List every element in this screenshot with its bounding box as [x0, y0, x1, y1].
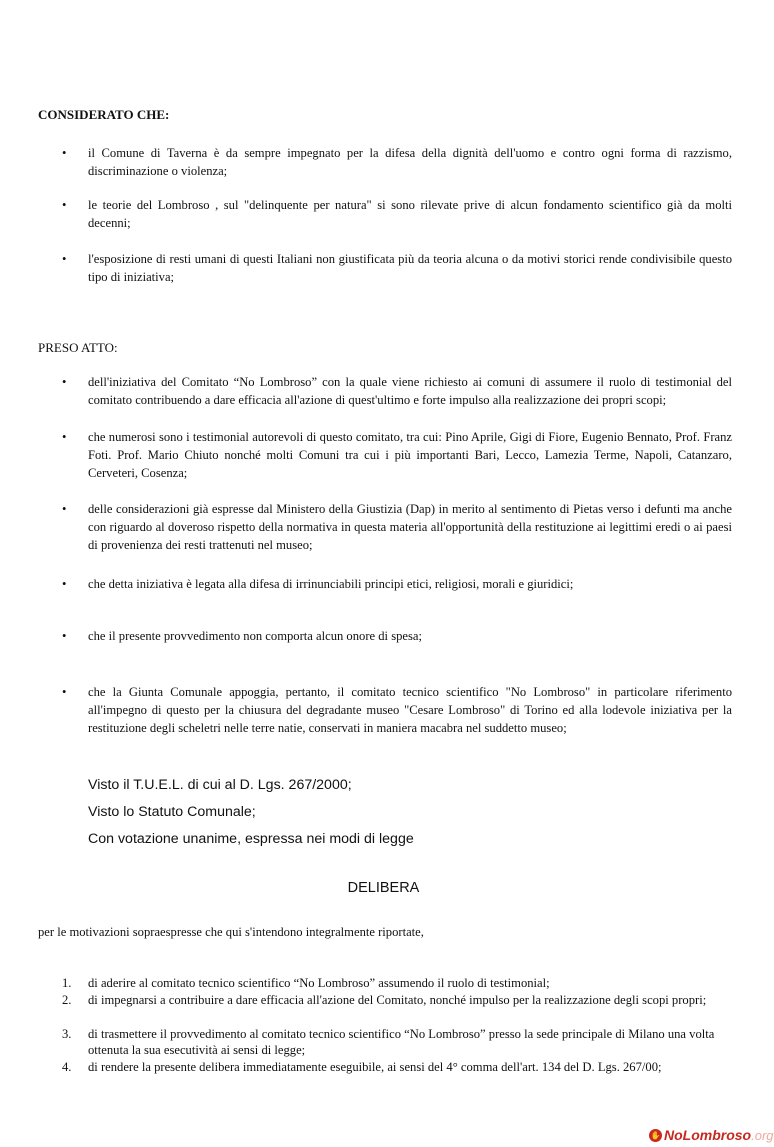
bullet-icon: • [62, 198, 67, 212]
list-item [62, 500, 732, 554]
item-number: 3. [62, 1027, 72, 1041]
visto-tuel: Visto il T.U.E.L. di cui al D. Lgs. 267/2000; [88, 777, 352, 793]
list-item-text: le teorie del Lombroso , sul "delinquente per natura" si sono rilevate prive di alcun fondamento scientifico già da molti decenni; [88, 198, 732, 230]
bullet-icon: • [62, 502, 67, 516]
watermark-brand: NoLombroso [664, 1127, 752, 1143]
list-item [62, 250, 732, 286]
considerato-heading: CONSIDERATO CHE: [38, 107, 170, 122]
list-item [62, 627, 732, 645]
bullet-icon: • [62, 375, 67, 389]
list-item-text: che il presente provvedimento non comporta alcun onore di spesa; [88, 629, 422, 643]
nolombroso-watermark [649, 1127, 774, 1143]
item-number: 2. [62, 993, 72, 1007]
bullet-icon: • [62, 252, 67, 266]
list-item [62, 1027, 736, 1058]
list-item [62, 976, 736, 992]
list-item [62, 428, 732, 482]
item-number: 1. [62, 976, 72, 990]
list-item-text: che detta iniziativa è legata alla difesa di irrinunciabili principi etici, religiosi, morali e giuridici; [88, 577, 574, 591]
list-item [62, 1060, 736, 1076]
list-item-text: dell'iniziativa del Comitato “No Lombroso” con la quale viene richiesto ai comuni di assumere il ruolo di testimonial del comitato contribuendo a dare efficacia all'azione di quest'ultimo e forte impulso alla realizzazione dei propri scopi; [88, 375, 732, 407]
list-item [62, 683, 732, 737]
list-item [62, 575, 732, 593]
bullet-icon: • [62, 629, 67, 643]
list-item [62, 144, 732, 180]
bullet-icon: • [62, 430, 67, 444]
list-item-text: di aderire al comitato tecnico scientifico “No Lombroso” assumendo il ruolo di testimonial; [88, 976, 550, 990]
list-item-text: l'esposizione di resti umani di questi Italiani non giustificata più da teoria alcuna o da motivi storici rende condivisibile questo tipo di iniziativa; [88, 252, 732, 284]
bullet-icon: • [62, 146, 67, 160]
list-item-text: di trasmettere il provvedimento al comitato tecnico scientifico “No Lombroso” presso la sede principale di Milano una volta ottenuta la sua esecutività ai sensi di legge; [88, 1027, 715, 1057]
bullet-icon: • [62, 577, 67, 591]
preso-atto-heading: PRESO ATTO: [38, 340, 118, 355]
list-item-text: il Comune di Taverna è da sempre impegnato per la difesa della dignità dell'uomo e contro ogni forma di razzismo, discriminazione o violenza; [88, 146, 732, 178]
list-item-text: di rendere la presente delibera immediatamente eseguibile, ai sensi del 4° comma dell'art. 134 del D. Lgs. 267/00; [88, 1060, 662, 1074]
delibera-intro: per le motivazioni sopraespresse che qui s'intendono integralmente riportate, [38, 925, 424, 939]
votazione-line: Con votazione unanime, espressa nei modi di legge [88, 831, 414, 847]
delibera-title: DELIBERA [347, 880, 420, 896]
list-item-text: che numerosi sono i testimonial autorevoli di questo comitato, tra cui: Pino Aprile, Gigi di Fiore, Eugenio Bennato, Prof. Franz Foti. Prof. Mario Chiuto nonché molti Comuni tra cui i più importanti Bari, Lecco, Lamezia Terme, Napoli, Catanzaro, Cerveteri, Cosenza; [88, 430, 732, 480]
list-item-text: di impegnarsi a contribuire a dare efficacia all'azione del Comitato, nonché impulso per la realizzazione degli scopi propri; [88, 993, 707, 1007]
list-item-text: delle considerazioni già espresse dal Ministero della Giustizia (Dap) in merito al sentimento di Pietas verso i defunti ma anche con riguardo al doveroso rispetto della normativa in questa materia all'opportunità della restituzione ai legittimi eredi o ai paesi di provenienza dei resti trattenuti nel museo; [88, 502, 732, 552]
watermark-suffix: .org [751, 1127, 774, 1143]
list-item [62, 373, 732, 409]
item-number: 4. [62, 1060, 72, 1074]
list-item [62, 993, 736, 1009]
visto-statuto: Visto lo Statuto Comunale; [88, 804, 256, 820]
bullet-icon: • [62, 685, 67, 699]
stop-hand-icon: ✋ [650, 1130, 661, 1140]
list-item-text: che la Giunta Comunale appoggia, pertanto, il comitato tecnico scientifico "No Lombroso" in particolare riferimento all'impegno di questo per la chiusura del degradante museo "Cesare Lombroso" di Torino ed alla lodevole iniziativa per la restituzione degli scheletri nelle terre natie, conservati in maniera macabra nel suddetto museo; [88, 685, 732, 735]
list-item [62, 196, 732, 232]
